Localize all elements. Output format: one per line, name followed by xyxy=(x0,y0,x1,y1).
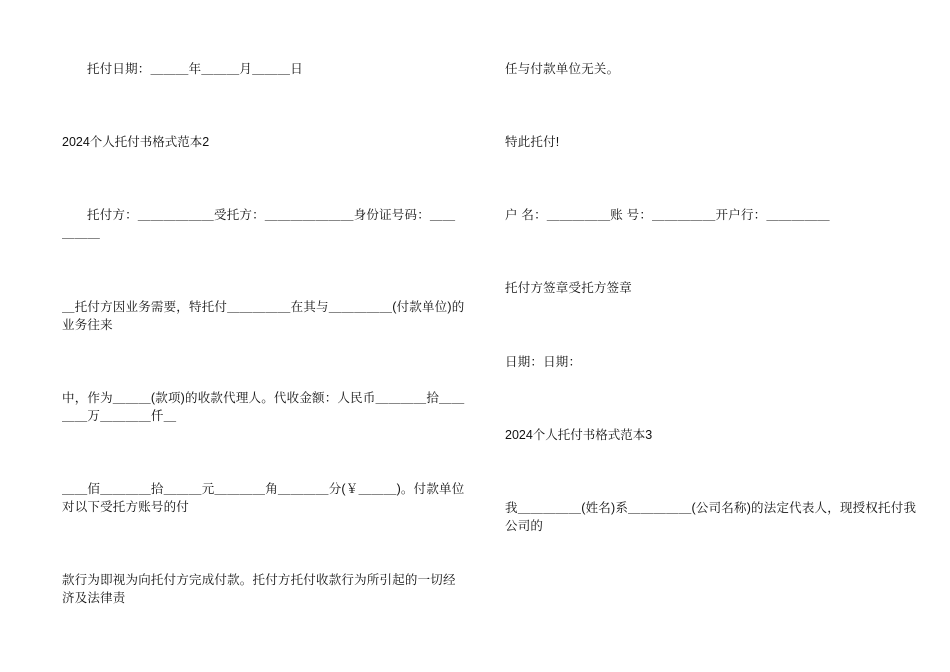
body-para-6: 我＿＿＿＿＿(姓名)系＿＿＿＿＿(公司名称)的法定代表人，现授权托付我公司的 xyxy=(505,500,917,533)
entrust-date-line: 托付日期：＿＿＿年＿＿＿月＿＿＿日 xyxy=(87,62,303,76)
body-para-4: 款行为即视为向托付方完成付款。托付方托付收款行为所引起的一切经济及法律责 xyxy=(62,573,456,606)
left-column xyxy=(0,60,475,663)
document-columns xyxy=(0,60,950,663)
date-line: 日期：日期： xyxy=(505,354,582,369)
heading-sample-2: 2024个人托付书格式范本2 xyxy=(62,135,210,150)
body-para-3: ＿＿佰＿＿＿＿拾＿＿＿元＿＿＿＿角＿＿＿＿分(￥＿＿＿)。付款单位对以下受托方账号的付 xyxy=(62,482,465,515)
account-line: 户 名：＿＿＿＿＿账 号：＿＿＿＿＿开户行：＿＿＿＿＿ xyxy=(505,208,830,223)
signature-line: 托付方签章受托方签章 xyxy=(505,281,633,296)
body-para-5: 任与付款单位无关。 xyxy=(505,62,620,76)
body-para-2: 中，作为＿＿＿(款项)的收款代理人。代收金额：人民币＿＿＿＿拾＿＿＿＿万＿＿＿＿仟＿ xyxy=(62,390,465,423)
parties-line: 托付方：＿＿＿＿＿＿受托方：＿＿＿＿＿＿＿身份证号码：＿＿＿＿＿ xyxy=(62,208,456,241)
right-column xyxy=(475,60,950,663)
heading-sample-3: 2024个人托付书格式范本3 xyxy=(505,427,653,442)
body-para-1: ＿托付方因业务需要，特托付＿＿＿＿＿在其与＿＿＿＿＿(付款单位)的业务往来 xyxy=(62,299,465,332)
closing-line: 特此托付! xyxy=(505,135,560,150)
